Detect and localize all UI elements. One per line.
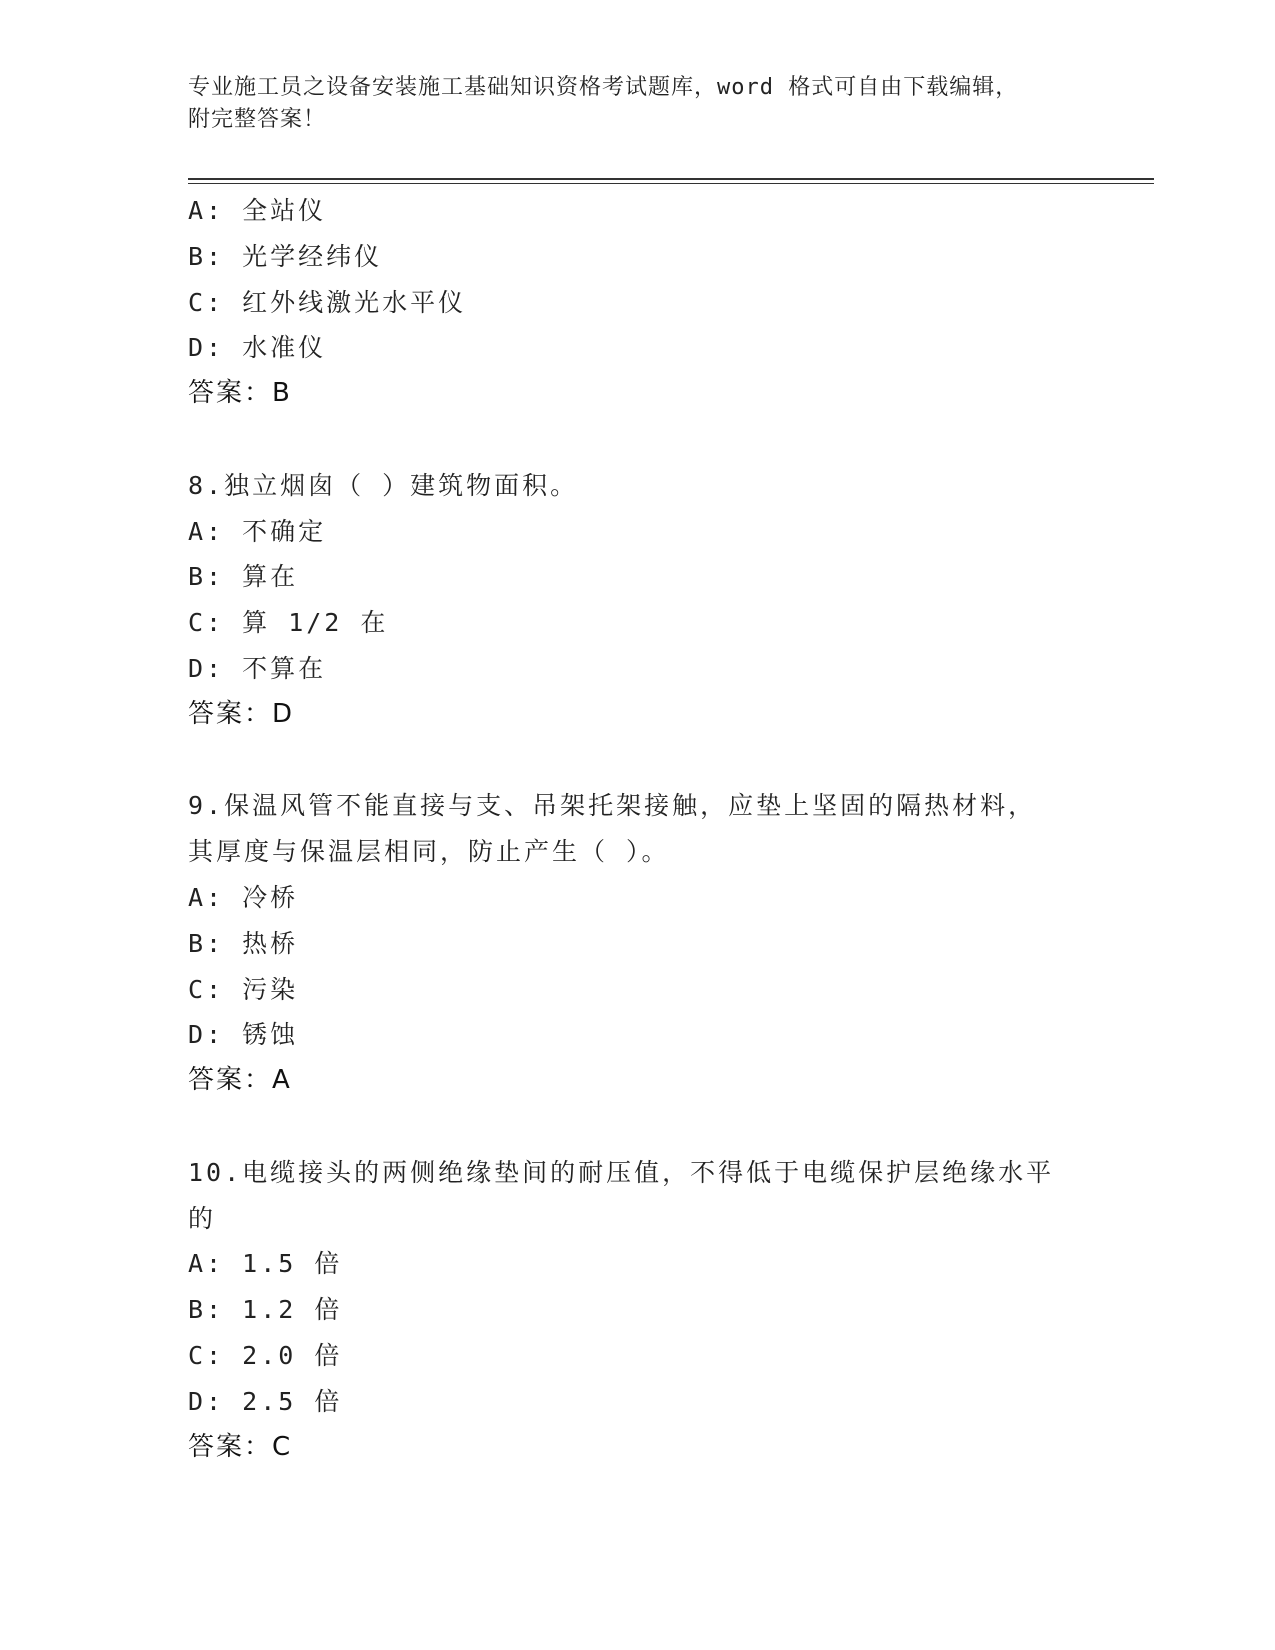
answer-label: 答案：C bbox=[188, 1431, 293, 1462]
option-a: A: 冷桥 bbox=[188, 882, 299, 912]
option-c: C: 算 1/2 在 bbox=[188, 608, 389, 638]
answer-label: 答案：B bbox=[188, 378, 292, 409]
option-b: B: 光学经纬仪 bbox=[188, 241, 383, 271]
question-text-line-1: 9.保温风管不能直接与支、吊架托架接触，应垫上坚固的隔热材料， bbox=[188, 791, 1037, 821]
question-text-line-2: 的 bbox=[188, 1203, 217, 1233]
header-line-1: 专业施工员之设备安装施工基础知识资格考试题库，word 格式可自由下载编辑， bbox=[188, 75, 1019, 100]
spacer bbox=[188, 417, 1088, 463]
option-d: D: 锈蚀 bbox=[188, 1020, 299, 1050]
option-a: A: 全站仪 bbox=[188, 196, 327, 225]
option-c: C: 红外线激光水平仪 bbox=[188, 287, 467, 317]
question-10-block bbox=[188, 1150, 1088, 1471]
option-d: D: 水准仪 bbox=[188, 333, 327, 363]
question-list bbox=[188, 188, 1088, 1470]
spacer bbox=[188, 1104, 1088, 1150]
option-c: C: 污染 bbox=[188, 974, 299, 1004]
option-a: A: 1.5 倍 bbox=[188, 1249, 343, 1279]
option-b: B: 1.2 倍 bbox=[188, 1295, 343, 1325]
option-d: D: 2.5 倍 bbox=[188, 1386, 343, 1416]
option-b: B: 热桥 bbox=[188, 928, 299, 958]
answer-label: 答案：A bbox=[188, 1065, 292, 1096]
question-text-line-2: 其厚度与保温层相同，防止产生（ ）。 bbox=[188, 837, 670, 867]
question-text: 8.独立烟囱（ ）建筑物面积。 bbox=[188, 470, 579, 500]
header-divider-thin bbox=[188, 183, 1154, 184]
option-d: D: 不算在 bbox=[188, 653, 327, 683]
document-header bbox=[188, 72, 1088, 136]
option-a: A: 不确定 bbox=[188, 516, 327, 546]
answer-label: 答案：D bbox=[188, 698, 295, 729]
header-divider-thick bbox=[188, 178, 1154, 180]
question-9-block bbox=[188, 783, 1088, 1104]
question-8-block bbox=[188, 463, 1088, 738]
spacer bbox=[188, 738, 1088, 784]
question-7-block bbox=[188, 188, 1088, 417]
question-text-line-1: 10.电缆接头的两侧绝缘垫间的耐压值，不得低于电缆保护层绝缘水平 bbox=[188, 1157, 1055, 1187]
option-b: B: 算在 bbox=[188, 562, 299, 592]
header-line-2: 附完整答案！ bbox=[188, 107, 327, 132]
option-c: C: 2.0 倍 bbox=[188, 1340, 343, 1370]
